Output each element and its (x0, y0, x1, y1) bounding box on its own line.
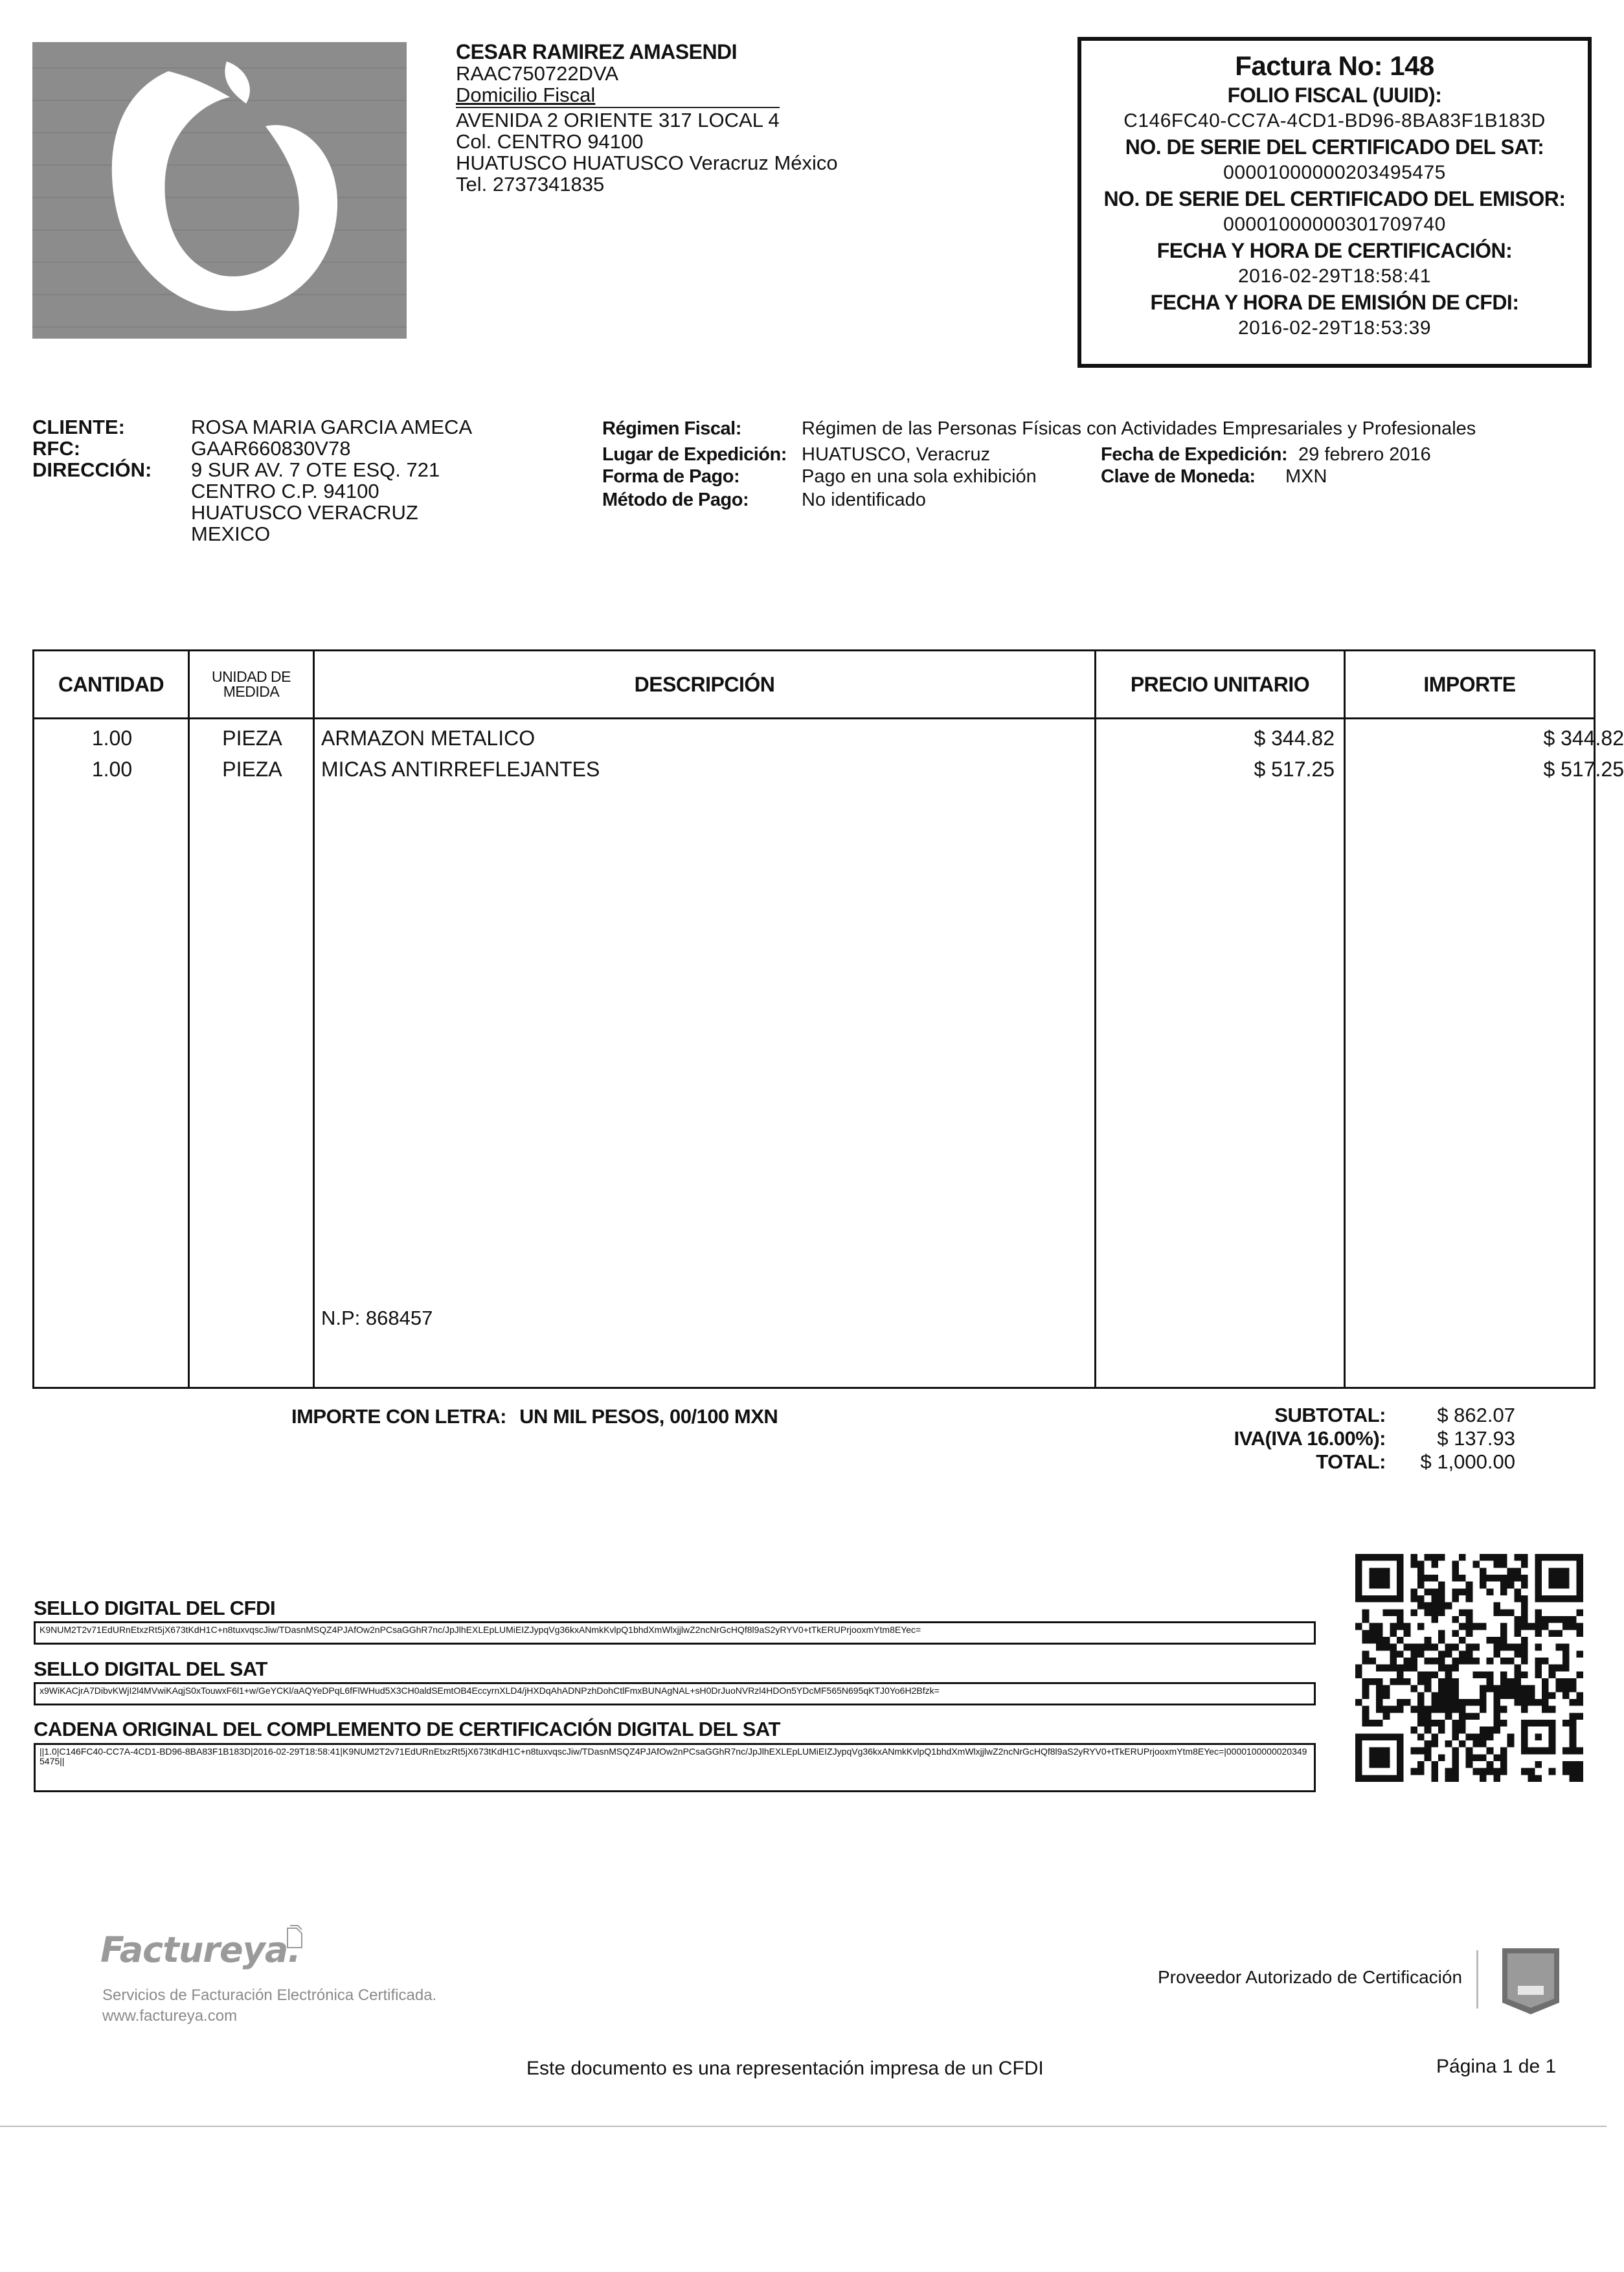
regimen-label: Régimen Fiscal: (602, 418, 741, 439)
metodo-pago-value: No identificado (802, 489, 926, 510)
emitter-serial-label: NO. DE SERIE DEL CERTIFICADO DEL EMISOR: (1103, 187, 1566, 210)
emitter-phone: Tel. 2737341835 (456, 173, 605, 196)
total-label: TOTAL: (1316, 1450, 1386, 1473)
row-description: MICAS ANTIRREFLEJANTES (321, 758, 600, 781)
row-unit-price: $ 517.25 (1254, 758, 1335, 781)
cfdi-seal-value: K9NUM2T2v71EdURnEtxzRt5jX673tKdH1C+n8tuxvqscJiw/TDasnMSQZ4PJAfOw2nPCsaGGhR7nc/JpJlhEXLEpLUMiEIZJypqVg36kxANmkKvlpQ1bhdXmWlxjjlwZ2ncNrGcHQf8l9aS2yRYV0+tTkERUPrjooxmYtm8EYec= (34, 1621, 1316, 1645)
moneda-value: MXN (1285, 466, 1327, 487)
client-rfc-label: RFC: (32, 437, 81, 460)
factureya-website: www.factureya.com (102, 2007, 238, 2025)
emitter-rfc: RAAC750722DVA (456, 62, 619, 85)
header-divider (34, 717, 1594, 719)
emitter-serial-value: 00001000000301709740 (1223, 214, 1446, 235)
emission-date-label: FECHA Y HORA DE EMISIÓN DE CFDI: (1150, 291, 1519, 314)
row-quantity: 1.00 (91, 726, 133, 750)
fecha-expedicion-value: 29 febrero 2016 (1298, 444, 1431, 465)
table-row (34, 726, 1624, 758)
certification-date-value: 2016-02-29T18:58:41 (1237, 265, 1432, 287)
client-rfc: GAAR660830V78 (191, 437, 351, 460)
client-address-line: 9 SUR AV. 7 OTE ESQ. 721 (191, 458, 440, 481)
sat-seal-title: SELLO DIGITAL DEL SAT (34, 1658, 267, 1680)
fiscal-address-label: Domicilio Fiscal (456, 84, 596, 106)
iva-value: $ 137.93 (1437, 1427, 1515, 1450)
emitter-address-line: AVENIDA 2 ORIENTE 317 LOCAL 4 (456, 107, 780, 131)
metodo-pago-label: Método de Pago: (602, 489, 749, 510)
emitter-address-line: Col. CENTRO 94100 (456, 130, 644, 153)
iva-label: IVA(IVA 16.00%): (1234, 1427, 1386, 1450)
client-address-line: CENTRO C.P. 94100 (191, 480, 379, 502)
items-table (32, 649, 1624, 1389)
provider-divider (1476, 1950, 1478, 2008)
document-icon (285, 1924, 304, 1950)
subtotal-value: $ 862.07 (1437, 1404, 1515, 1426)
client-name: ROSA MARIA GARCIA AMECA (191, 416, 473, 438)
invoice-info-box (1077, 37, 1592, 368)
factureya-tagline: Servicios de Facturación Electrónica Certificada. (102, 1986, 437, 2004)
header-descripcion: DESCRIPCIÓN (634, 672, 775, 696)
header-precio: PRECIO UNITARIO (1130, 672, 1310, 696)
client-address-line: HUATUSCO VERACRUZ (191, 501, 418, 524)
moneda-label: Clave de Moneda: (1101, 466, 1256, 487)
forma-pago-label: Forma de Pago: (602, 466, 740, 487)
table-row (34, 758, 1624, 789)
fiscal-details (602, 416, 1586, 513)
sat-seal-value: x9WiKACjrA7DibvKWjI2l4MVwiKAqjS0xTouwxF6l1+w/GeYCKl/aAQYeDPqL6fFlWHud5X3CH0aldSEmtOB4EccyrnXLD4/jHXDqAhADNPzhDohCtlFmxBUNAgNAL+sH0DrJuoNVRzl4HDOn5YDcMF565N695qKTJ0Yo6H2Bfzk= (34, 1682, 1316, 1705)
header-unidad: UNIDAD DE MEDIDA (211, 668, 291, 700)
row-description: ARMAZON METALICO (321, 726, 536, 750)
certification-date-label: FECHA Y HORA DE CERTIFICACIÓN: (1156, 239, 1513, 262)
header-cantidad: CANTIDAD (58, 672, 164, 696)
invoice-number: Factura No: 148 (1235, 51, 1434, 81)
row-quantity: 1.00 (91, 758, 133, 781)
forma-pago-value: Pago en una sola exhibición (802, 466, 1037, 487)
client-info (32, 416, 563, 545)
amount-in-words (291, 1405, 778, 1428)
original-chain-value: ||1.0|C146FC40-CC7A-4CD1-BD96-8BA83F1B183D|2016-02-29T18:58:41|K9NUM2T2v71EdURnEtxzRt5jX673tKdH1C+n8tuxvqscJiw/TDasnMSQZ4PJAfOw2nPCsaGGhR7nc/JpJlhEXLEpLUMiEIZJypqVg36kxANmkKvlpQ1bhdXmWlxjjlwZ2ncNrGcHQf8l9aS2yRYV0+tTkERUPrjooxmYtm8EYec=|00001000000203495475|| (34, 1743, 1316, 1792)
totals-block (1230, 1404, 1515, 1474)
folio-value: C146FC40-CC7A-4CD1-BD96-8BA83F1B183D (1123, 110, 1546, 131)
client-label: CLIENTE: (32, 416, 125, 438)
factureya-logo: Factureya. (100, 1929, 300, 1970)
lugar-value: HUATUSCO, Veracruz (802, 444, 991, 465)
emitter-name: CESAR RAMIREZ AMASENDI (456, 40, 738, 63)
order-note: N.P: 868457 (321, 1307, 433, 1329)
lugar-label: Lugar de Expedición: (602, 444, 787, 465)
emission-date-value: 2016-02-29T18:53:39 (1237, 317, 1432, 339)
row-unit: PIEZA (222, 726, 282, 750)
row-amount: $ 344.82 (1543, 726, 1624, 750)
emitter-address-line: HUATUSCO HUATUSCO Veracruz México (456, 152, 838, 174)
total-value: $ 1,000.00 (1420, 1450, 1515, 1473)
sat-serial-value: 00001000000203495475 (1223, 162, 1446, 183)
page-number: Página 1 de 1 (1436, 2056, 1557, 2077)
row-amount: $ 517.25 (1543, 758, 1624, 781)
provider-text: Proveedor Autorizado de Certificación (1158, 1967, 1463, 1987)
cfdi-seal-title: SELLO DIGITAL DEL CFDI (34, 1597, 276, 1619)
page-bottom-rule (0, 2126, 1607, 2127)
subtotal-label: SUBTOTAL: (1274, 1404, 1386, 1426)
qr-code (1355, 1554, 1583, 1782)
regimen-value: Régimen de las Personas Físicas con Actividades Empresariales y Profesionales (802, 418, 1476, 439)
client-address-line: MEXICO (191, 523, 271, 545)
sat-serial-label: NO. DE SERIE DEL CERTIFICADO DEL SAT: (1125, 135, 1544, 159)
emitter-info (456, 41, 909, 195)
fecha-expedicion-label: Fecha de Expedición: (1101, 444, 1288, 465)
folio-label: FOLIO FISCAL (UUID): (1227, 84, 1442, 107)
original-chain-title: CADENA ORIGINAL DEL COMPLEMENTO DE CERTIFICACIÓN DIGITAL DEL SAT (34, 1718, 780, 1740)
row-unit: PIEZA (222, 758, 282, 781)
amount-words-value: UN MIL PESOS, 00/100 MXN (519, 1405, 778, 1428)
cfdi-legend: Este documento es una representación impresa de un CFDI (526, 2058, 1044, 2079)
sat-seal-icon (1496, 1946, 1566, 2017)
amount-words-label: IMPORTE CON LETRA: (291, 1405, 506, 1428)
company-logo (32, 42, 407, 339)
client-address-label: DIRECCIÓN: (32, 458, 152, 481)
row-unit-price: $ 344.82 (1254, 726, 1335, 750)
header-importe: IMPORTE (1423, 672, 1516, 696)
